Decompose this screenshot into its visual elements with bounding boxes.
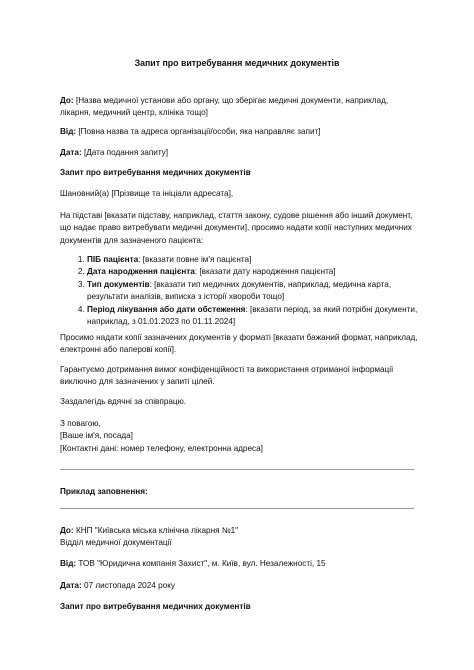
document-title: Запит про витребування медичних документів xyxy=(134,58,340,68)
example-heading: Приклад заповнення: xyxy=(60,487,148,496)
to-field xyxy=(60,95,420,120)
example-date-text: 07 листопада 2024 року xyxy=(81,581,175,590)
example-subject: Запит про витребування медичних документів xyxy=(60,602,251,611)
example-from-text: ТОВ "Юридична компанія Захист", м. Київ, вул. Незалежності, 15 xyxy=(76,559,326,568)
signature-block xyxy=(60,418,420,455)
example-date-field xyxy=(60,580,420,592)
list-item-label: ПІБ пацієнта xyxy=(87,255,139,264)
example-date-label: Дата: xyxy=(60,581,82,590)
from-field xyxy=(60,126,420,138)
date-field xyxy=(60,147,420,159)
section-divider xyxy=(60,508,414,509)
thanks-line: Заздалегідь вдячні за співпрацю. xyxy=(60,397,187,406)
example-to-field xyxy=(60,525,420,550)
list-item xyxy=(87,279,420,304)
example-from-label: Від: xyxy=(60,559,77,568)
list-item xyxy=(87,304,420,329)
list-item-text: : [вказати період, за який потрібні документи, наприклад, з 01.01.2023 по 01.11.2024] xyxy=(87,304,418,327)
example-to-label: До: xyxy=(60,526,74,535)
document-list xyxy=(60,254,420,328)
list-item-label: Тип документів xyxy=(87,279,150,289)
from-text: [Повна назва та адреса організації/особи, яка направляє запит] xyxy=(76,127,321,136)
date-label: Дата: xyxy=(60,148,82,157)
list-item xyxy=(87,254,420,266)
format-paragraph: Просимо надати копії зазначених документів у форматі [вказати бажаний формат, наприклад, електронні або паперові копії]. xyxy=(60,333,418,355)
list-item-text: : [вказати повне ім'я пацієнта] xyxy=(138,255,252,264)
list-item-text: : [вказати тип медичних документів, наприклад, медична карта, результати аналізів, виписка з історії хвороби тощо] xyxy=(87,279,392,302)
example-to-line2: Відділ медичної документації xyxy=(60,538,172,548)
greeting: Шановний(а) [Прізвище та ініціали адресата], xyxy=(60,189,234,198)
confidentiality-paragraph: Гарантуємо дотримання вимог конфіденційності та використання отриманої інформації виключно для зазначених у запиті цілей. xyxy=(60,365,394,387)
from-label: Від: xyxy=(60,127,77,136)
signature-closing: З повагою, xyxy=(60,419,101,428)
list-item xyxy=(87,266,420,278)
to-text: [Назва медичної установи або органу, що зберігає медичні документи, наприклад, лікарня, медичний центр, клініка тощо] xyxy=(60,96,389,118)
list-item-label: Період лікування або дати обстеження xyxy=(87,304,246,314)
signature-contacts: [Контактні дані: номер телефону, електронна адреса] xyxy=(60,443,263,453)
signature-name: [Ваше ім'я, посада] xyxy=(60,431,133,441)
to-label: До: xyxy=(60,96,74,105)
list-item-label: Дата народження пацієнта xyxy=(87,267,195,277)
list-item-text: : [вказати дату народження пацієнта] xyxy=(194,267,336,277)
section-divider xyxy=(60,469,414,470)
subject-line: Запит про витребування медичних документів xyxy=(60,168,251,177)
example-to-line1: КНП "Київська міська клінічна лікарня №1" xyxy=(73,526,239,535)
example-from-field xyxy=(60,558,420,570)
date-text: [Дата подання запиту] xyxy=(81,148,169,157)
intro-paragraph: На підставі [вказати підставу, наприклад, стаття закону, судове рішення або інший документ, що надає право витребувати медичні документи], просимо надати копії наступних медичних документів для зазначеного пацієнта: xyxy=(60,211,413,245)
